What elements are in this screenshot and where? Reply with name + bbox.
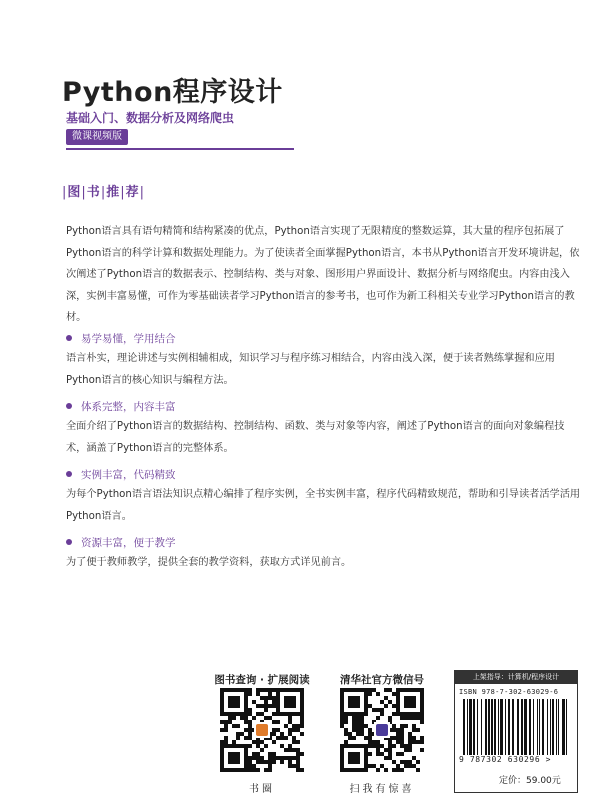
- section-heading: [66, 535, 176, 550]
- qr-label: 扫我有惊喜: [349, 784, 415, 795]
- price: 定价：59.00元: [499, 776, 561, 786]
- section-body: 全面介绍了Python语言的数据结构、控制结构、函数、类与对象等内容，阐述了Python语言的面向对象编程技术，涵盖了Python语言的完整体系。: [66, 421, 565, 454]
- section-heading: [66, 399, 176, 414]
- section-heading-text: 易学易懂，学用结合: [81, 333, 176, 345]
- section-body: 为每个Python语言语法知识点精心编排了程序实例，全书实例丰富，程序代码精致规范，帮助和引导读者活学活用Python语言。: [66, 489, 581, 522]
- isbn-text: ISBN 978-7-302-63029-6: [459, 688, 559, 696]
- section-body: 为了便于教师教学，提供全套的教学资料，获取方式详见前言。: [66, 557, 352, 568]
- recommend-char: 荐: [125, 185, 140, 200]
- book-subtitle: 基础入门、数据分析及网络爬虫: [66, 111, 235, 125]
- barcode-icon: [461, 699, 571, 755]
- bullet-icon: [66, 335, 72, 341]
- section-heading-text: 资源丰富，便于教学: [81, 537, 176, 549]
- isbn-barcode-box: [454, 670, 578, 793]
- book-title: Python程序设计: [62, 77, 283, 108]
- qr-caption: 图书查询 · 扩展阅读: [214, 674, 310, 686]
- bullet-icon: [66, 471, 72, 477]
- section-heading-text: 实例丰富，代码精致: [81, 469, 176, 481]
- qr-label: 书圈: [249, 784, 275, 795]
- section-heading: [66, 331, 176, 346]
- recommend-char: 书: [86, 185, 101, 200]
- title-divider: [66, 148, 294, 150]
- shelf-category: 上架指导：计算机/程序设计: [455, 671, 577, 684]
- intro-paragraph: Python语言具有语句精简和结构紧凑的优点，Python语言实现了无限精度的整数运算，其大量的程序包拓展了Python语言的科学计算和数据处理能力。为了使读者全面掌握Python语言，本书从Python语言开发环境讲起，依次阐述了Python语言的数据表示、控制结构、类与对象、图形用户界面设计、数据分析与网络爬虫。内容由浅入深，实例丰富易懂，可作为零基础读者学习Python语言的参考书，也可作为新工科相关专业学习Python语言的教材。: [66, 226, 580, 323]
- recommend-heading: |图|书|推|荐|: [62, 185, 146, 200]
- bullet-icon: [66, 539, 72, 545]
- section-body: 语言朴实，理论讲述与实例相辅相成，知识学习与程序练习相结合，内容由浅入深，便于读者熟练掌握和应用Python语言的核心知识与编程方法。: [66, 353, 555, 386]
- recommend-char: 图: [67, 185, 82, 200]
- section-heading-text: 体系完整，内容丰富: [81, 401, 176, 413]
- qr-caption: 清华社官方微信号: [340, 674, 424, 686]
- qr-code-icon: [340, 688, 424, 772]
- bullet-icon: [66, 403, 72, 409]
- edition-badge: 微课视频版: [66, 129, 128, 145]
- qr-code-icon: [220, 688, 304, 772]
- recommend-char: 推: [106, 185, 121, 200]
- section-heading: [66, 467, 176, 482]
- barcode-digits: 9 787302 630296 >: [459, 755, 552, 764]
